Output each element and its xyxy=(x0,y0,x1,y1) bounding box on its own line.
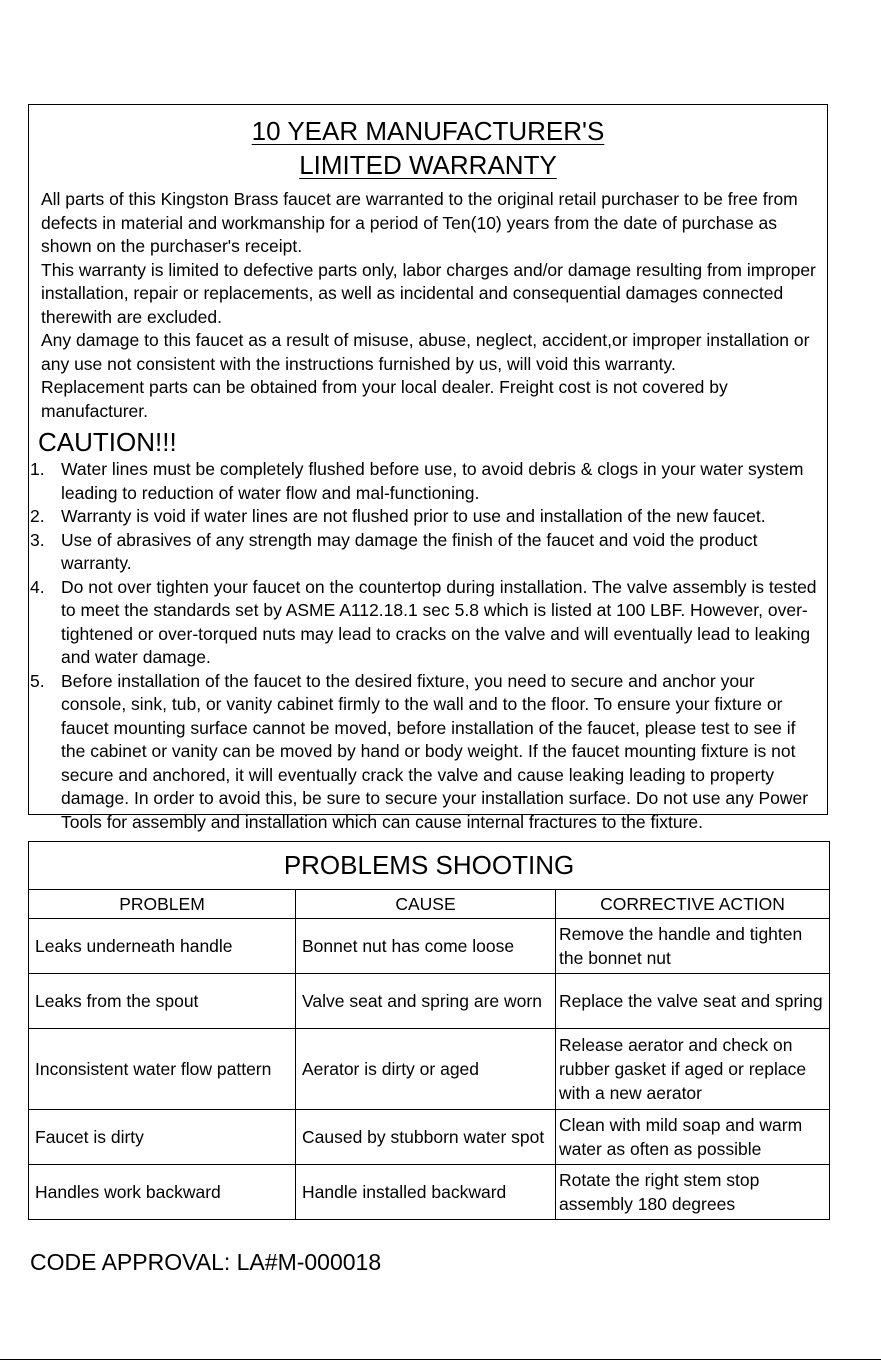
warranty-box xyxy=(28,104,828,832)
caution-item xyxy=(29,576,827,670)
warranty-text xyxy=(41,188,817,423)
cause-text: Bonnet nut has come loose xyxy=(302,936,515,956)
column-header-problem: PROBLEM xyxy=(29,890,296,919)
warranty-title-line2: LIMITED WARRANTY xyxy=(299,150,557,180)
caution-heading: CAUTION!!! xyxy=(38,427,177,457)
warranty-subtitle xyxy=(29,150,827,180)
caution-item-number: 5. xyxy=(30,670,45,691)
action-text: Replace the valve seat and spring xyxy=(559,991,823,1011)
caution-item xyxy=(29,505,827,529)
caution-item-number: 1. xyxy=(30,459,45,479)
cause-text: Valve seat and spring are worn xyxy=(302,991,542,1011)
code-approval: CODE APPROVAL: LA#M-000018 xyxy=(30,1249,382,1275)
problems-shooting-table xyxy=(28,841,830,1220)
action-text: Remove the handle and tighten the bonnet nut xyxy=(559,924,803,968)
caution-item-text: Use of abrasives of any strength may damage the finish of the faucet and void the product warranty. xyxy=(61,529,758,573)
caution-item-text: Do not over tighten your faucet on the countertop during installation. The valve assembly is tested to meet the standards set by ASME A112.18.1 sec 5.8 which is listed at 100 LBF. However, over-tightened or over-torqued nuts may lead to cracks on the valve and will eventually lead to leaking and water damage. xyxy=(61,576,817,667)
problems-table-title: PROBLEMS SHOOTING xyxy=(29,842,830,890)
cause-text: Aerator is dirty or aged xyxy=(302,1059,480,1079)
table-row xyxy=(29,919,830,974)
warranty-title xyxy=(29,116,827,146)
caution-item xyxy=(29,670,827,835)
cause-text: Handle installed backward xyxy=(302,1182,507,1202)
action-cell xyxy=(556,1029,830,1110)
caution-item-text: Water lines must be completely flushed before use, to avoid debris & clogs in your water system leading to reduction of water flow and mal-functioning. xyxy=(61,459,804,503)
table-row xyxy=(29,1029,830,1110)
problem-text: Leaks from the spout xyxy=(35,991,199,1011)
problem-cell xyxy=(29,1165,296,1220)
warranty-paragraph: This warranty is limited to defective parts only, labor charges and/or damage resulting from improper installation, repair or replacements, as well as incidental and consequential damages connected therewith are excluded. xyxy=(41,259,816,327)
bottom-divider xyxy=(0,1359,881,1360)
cause-cell xyxy=(296,1110,556,1165)
action-cell xyxy=(556,974,830,1029)
cause-text: Caused by stubborn water spot xyxy=(302,1127,545,1147)
problem-text: Handles work backward xyxy=(35,1182,221,1202)
column-header-cause: CAUSE xyxy=(296,890,556,919)
problem-cell xyxy=(29,919,296,974)
action-cell xyxy=(556,919,830,974)
action-text: Clean with mild soap and warm water as often as possible xyxy=(559,1115,803,1159)
table-row xyxy=(29,1110,830,1165)
warranty-paragraph: Replacement parts can be obtained from your local dealer. Freight cost is not covered by manufacturer. xyxy=(41,377,728,421)
problem-cell xyxy=(29,1110,296,1165)
problem-text: Faucet is dirty xyxy=(35,1127,144,1147)
caution-item-text: Before installation of the faucet to the desired fixture, you need to secure and anchor your console, sink, tub, or vanity cabinet firmly to the wall and to the floor. To ensure your fixture or faucet mounting surface cannot be moved, before installation of the faucet, please test to see if the cabinet or vanity can be moved by hand or body weight. If the faucet mounting fixture is not secure and anchored, it will eventually crack the valve and cause leaking leading to property damage. In order to avoid this, be sure to secure your installation surface. Do not use any Power Tools for assembly and installation which can cause internal fractures to the fixture. xyxy=(61,670,809,832)
problem-text: Leaks underneath handle xyxy=(35,936,233,956)
caution-item-number: 3. xyxy=(30,529,45,550)
cause-cell xyxy=(296,1165,556,1220)
cause-cell xyxy=(296,919,556,974)
action-cell xyxy=(556,1110,830,1165)
warranty-paragraph: Any damage to this faucet as a result of misuse, abuse, neglect, accident,or improper installation or any use not consistent with the instructions furnished by us, will void this warranty. xyxy=(41,330,810,374)
cause-cell xyxy=(296,1029,556,1110)
caution-item-number: 2. xyxy=(30,506,45,526)
caution-item-number: 4. xyxy=(30,576,45,597)
table-row xyxy=(29,974,830,1029)
column-header-corrective-action: CORRECTIVE ACTION xyxy=(556,890,830,919)
action-text: Rotate the right stem stop assembly 180 degrees xyxy=(559,1170,760,1214)
caution-item-text: Warranty is void if water lines are not flushed prior to use and installation of the new faucet. xyxy=(61,506,766,526)
table-header-row xyxy=(29,890,830,919)
table-row xyxy=(29,1165,830,1220)
problem-cell xyxy=(29,974,296,1029)
warranty-title-line1: 10 YEAR MANUFACTURER'S xyxy=(251,116,605,146)
warranty-paragraph: All parts of this Kingston Brass faucet are warranted to the original retail purchaser to be free from defects in material and workmanship for a period of Ten(10) years from the date of purchase as shown on the purchaser's receipt. xyxy=(41,189,798,256)
action-cell xyxy=(556,1165,830,1220)
problem-cell xyxy=(29,1029,296,1110)
cause-cell xyxy=(296,974,556,1029)
caution-item xyxy=(29,458,827,505)
problem-text: Inconsistent water flow pattern xyxy=(35,1059,272,1079)
action-text: Release aerator and check on rubber gasket if aged or replace with a new aerator xyxy=(559,1035,807,1103)
caution-list xyxy=(29,458,827,834)
caution-item xyxy=(29,529,827,576)
